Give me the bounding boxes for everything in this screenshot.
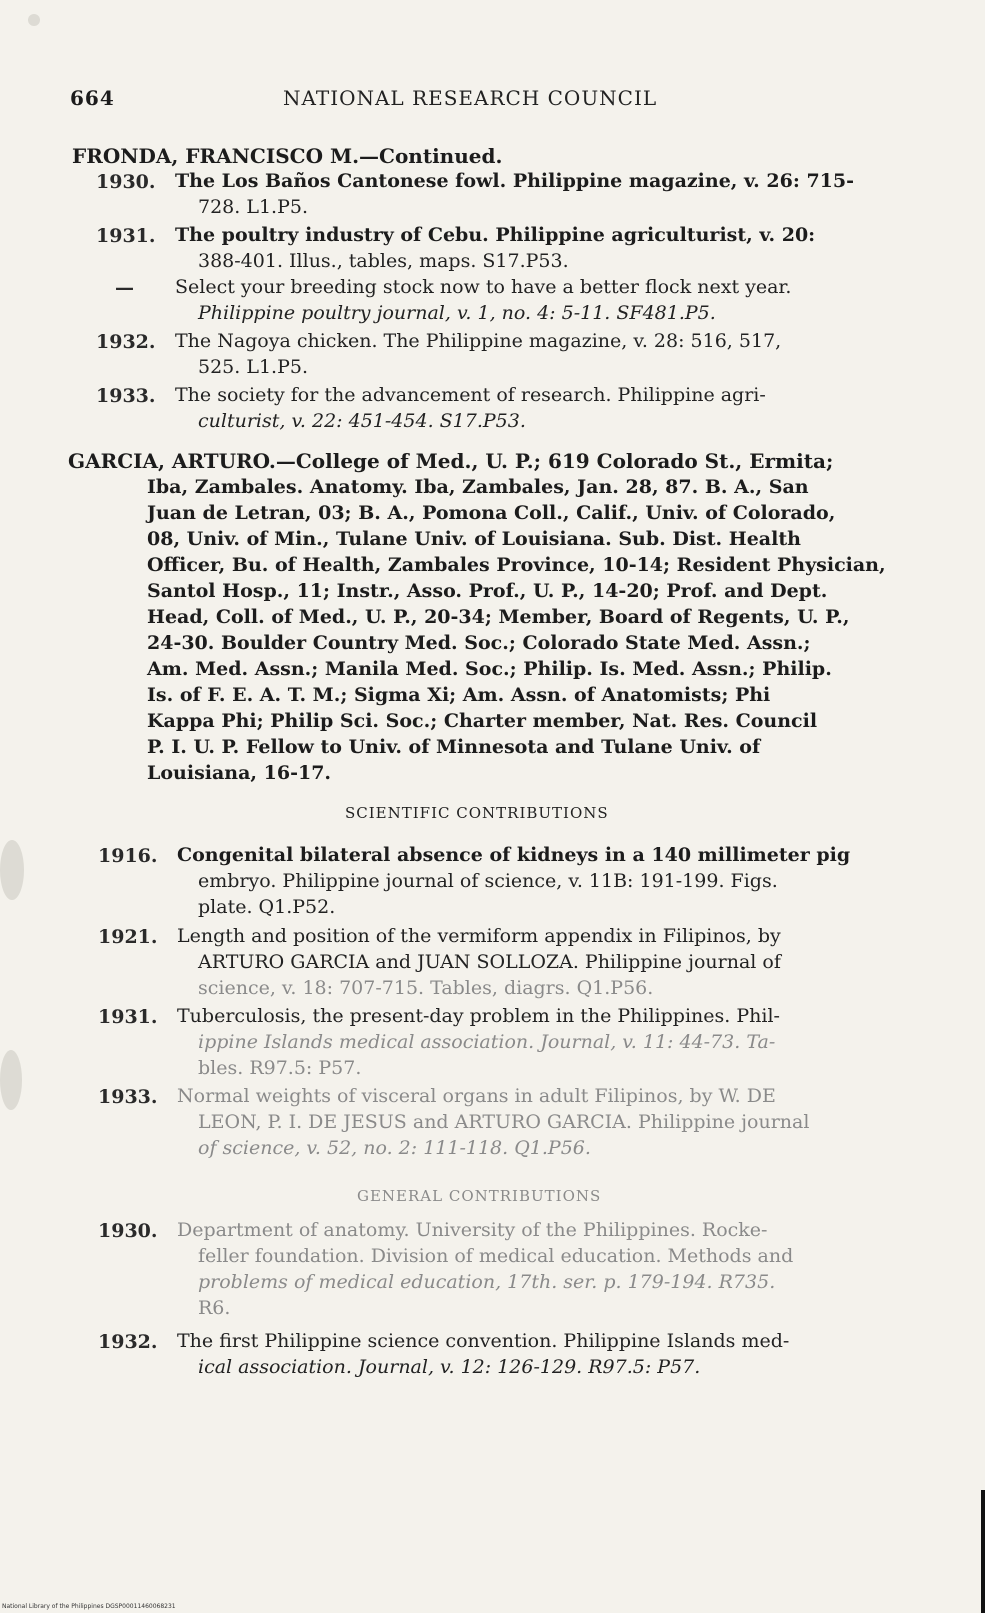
entry-line: LEON, P. I. DE JESUS and ARTURO GARCIA. Philippine journal [198,1111,810,1133]
entry-line: The first Philippine science convention. Philippine Islands med- [177,1330,790,1352]
entry-line: 525. L1.P5. [198,356,309,378]
entry-line: Philippine poultry journal, v. 1, no. 4: 5-11. SF481.P5. [198,302,716,324]
entry-line: Congenital bilateral absence of kidneys in a 140 millimeter pig [177,844,851,866]
entry-line: problems of medical education, 17th. ser. p. 179-194. R735. [198,1271,776,1293]
entry-line: plate. Q1.P52. [198,896,336,918]
entry-year: 1931. [96,225,156,247]
entry-line: culturist, v. 22: 451-454. S17.P53. [198,410,526,432]
bio-line: P. I. U. P. Fellow to Univ. of Minnesota and Tulane Univ. of [147,736,761,758]
entry-year: — [115,277,134,299]
entry-line: science, v. 18: 707-715. Tables, diagrs. Q1.P56. [198,977,654,999]
entry-line: Tuberculosis, the present-day problem in the Philippines. Phil- [177,1005,780,1027]
section-heading-scientific: SCIENTIFIC CONTRIBUTIONS [345,804,609,822]
bio-line: 08, Univ. of Min., Tulane Univ. of Louisiana. Sub. Dist. Health [147,528,801,550]
running-head: NATIONAL RESEARCH COUNCIL [283,86,658,110]
entry-year: 1930. [98,1220,158,1242]
entry-line: embryo. Philippine journal of science, v. 11B: 191-199. Figs. [198,870,778,892]
entry-line: R6. [198,1297,231,1319]
entry-year: 1921. [98,926,158,948]
entry-line: Select your breeding stock now to have a better flock next year. [175,276,792,298]
section-heading-general: GENERAL CONTRIBUTIONS [357,1187,602,1205]
entry-year: 1916. [98,845,158,867]
entry-line: ippine Islands medical association. Journal, v. 11: 44-73. Ta- [198,1031,776,1053]
entry-line: Department of anatomy. University of the Philippines. Rocke- [177,1219,768,1241]
bio-line: Juan de Letran, 03; B. A., Pomona Coll., Calif., Univ. of Colorado, [147,502,836,524]
entry-line: The society for the advancement of research. Philippine agri- [175,384,766,406]
bio-line: Head, Coll. of Med., U. P., 20-34; Member, Board of Regents, U. P., [147,606,850,628]
entry-year: 1930. [96,171,156,193]
entry-line: Length and position of the vermiform appendix in Filipinos, by [177,925,781,947]
bio-line: Is. of F. E. A. T. M.; Sigma Xi; Am. Assn. of Anatomists; Phi [147,684,771,706]
scan-footer: National Library of the Philippines DGSP00011460068231 [2,1603,176,1610]
scan-edge-bar [981,1490,985,1613]
bio-line: Kappa Phi; Philip Sci. Soc.; Charter member, Nat. Res. Council [147,710,818,732]
page-smudge [0,1050,22,1110]
entry-year: 1933. [98,1086,158,1108]
author-heading-fronda: FRONDA, FRANCISCO M.—Continued. [72,144,503,168]
entry-line: bles. R97.5: P57. [198,1057,362,1079]
entry-line: 388-401. Illus., tables, maps. S17.P53. [198,250,569,272]
author-heading-garcia: GARCIA, ARTURO.—College of Med., U. P.; 619 Colorado St., Ermita; [68,449,834,473]
entry-line: ical association. Journal, v. 12: 126-129. R97.5: P57. [198,1356,701,1378]
bio-line: Iba, Zambales. Anatomy. Iba, Zambales, Jan. 28, 87. B. A., San [147,476,809,498]
page-smudge [28,14,40,26]
bio-line: Am. Med. Assn.; Manila Med. Soc.; Philip. Is. Med. Assn.; Philip. [147,658,832,680]
bio-line: Santol Hosp., 11; Instr., Asso. Prof., U. P., 14-20; Prof. and Dept. [147,580,828,602]
entry-line: The Nagoya chicken. The Philippine magazine, v. 28: 516, 517, [175,330,782,352]
entry-line: Normal weights of visceral organs in adult Filipinos, by W. DE [177,1085,776,1107]
bio-line: Officer, Bu. of Health, Zambales Province, 10-14; Resident Physician, [147,554,886,576]
entry-year: 1931. [98,1006,158,1028]
entry-line: The poultry industry of Cebu. Philippine agriculturist, v. 20: [175,224,816,246]
bio-line: Louisiana, 16-17. [147,762,332,784]
entry-year: 1932. [96,331,156,353]
entry-line: ARTURO GARCIA and JUAN SOLLOZA. Philippine journal of [198,951,781,973]
entry-line: 728. L1.P5. [198,196,309,218]
bio-line: 24-30. Boulder Country Med. Soc.; Colorado State Med. Assn.; [147,632,811,654]
page-smudge [0,840,24,900]
entry-line: The Los Baños Cantonese fowl. Philippine magazine, v. 26: 715- [175,170,854,192]
entry-year: 1933. [96,385,156,407]
page-number: 664 [70,86,115,110]
entry-line: of science, v. 52, no. 2: 111-118. Q1.P56. [198,1137,591,1159]
entry-line: feller foundation. Division of medical education. Methods and [198,1245,794,1267]
entry-year: 1932. [98,1331,158,1353]
